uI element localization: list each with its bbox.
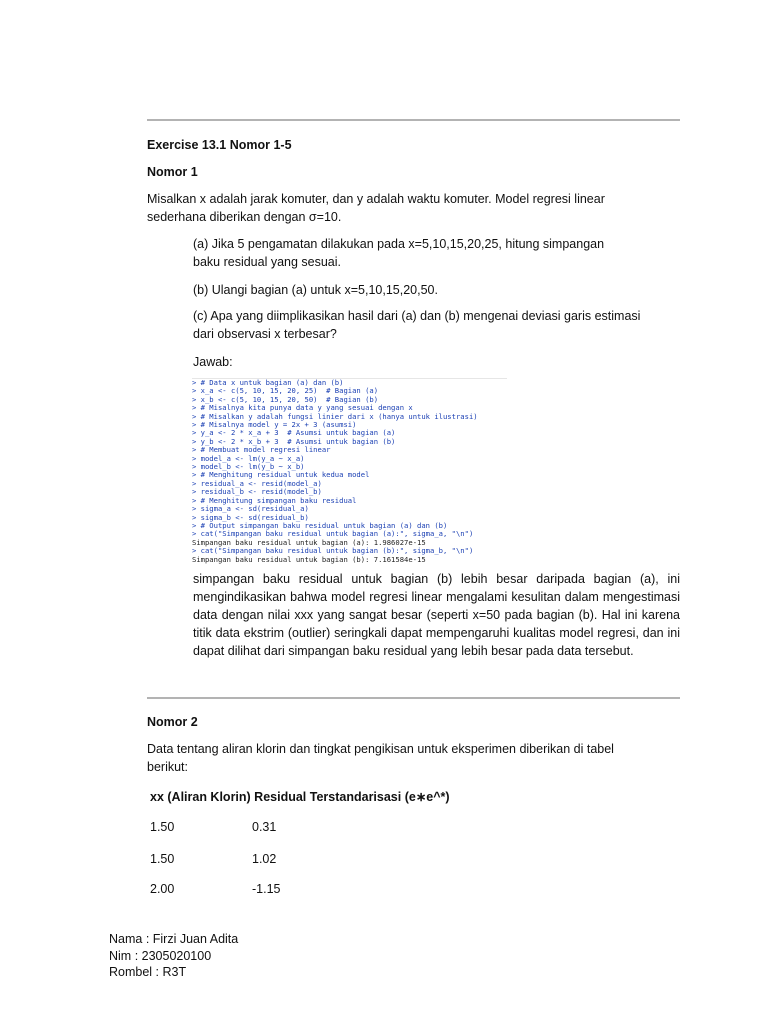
- code-command-line: > y_a <- 2 * x_a + 3 # Asumsi untuk bagian (a): [192, 428, 396, 438]
- nomor1-intro: Misalkan x adalah jarak komuter, dan y adalah waktu komuter. Model regresi linear sederhana diberikan dengan σ=10.: [147, 192, 605, 224]
- code-command-line: > # Menghitung residual untuk kedua model: [192, 470, 370, 480]
- nomor2-heading: Nomor 2: [147, 715, 198, 729]
- code-command-line: > model_b <- lm(y_b ~ x_b): [192, 462, 305, 472]
- table-cell-x: 1.50: [150, 852, 175, 866]
- code-command-line: > cat("Simpangan baku residual untuk bagian (a):", sigma_a, "\n"): [192, 529, 474, 539]
- top-divider: [147, 119, 680, 121]
- code-command-line: > # Output simpangan baku residual untuk bagian (a) dan (b): [192, 520, 448, 530]
- code-command-line: > x_b <- c(5, 10, 15, 20, 50) # Bagian (b): [192, 394, 379, 404]
- code-command-line: > # Misalnya model y = 2x + 3 (asumsi): [192, 420, 357, 430]
- r-code-screenshot: [192, 378, 507, 564]
- code-command-line: > model_a <- lm(y_a ~ x_a): [192, 453, 305, 463]
- code-command-line: > sigma_b <- sd(residual_b): [192, 512, 309, 522]
- jawab-label: Jawab:: [193, 355, 233, 369]
- code-output-line: Simpangan baku residual untuk bagian (b): 7.161584e-15: [192, 554, 426, 564]
- table-cell-x: 2.00: [150, 882, 175, 896]
- code-command-line: > # Data x untuk bagian (a) dan (b): [192, 378, 344, 387]
- table-cell-residual: -1.15: [252, 882, 281, 896]
- nomor1-heading: Nomor 1: [147, 165, 198, 179]
- author-footer: [109, 931, 238, 981]
- nomor1-part-b: (b) Ulangi bagian (a) untuk x=5,10,15,20,50.: [193, 283, 438, 297]
- nomor1-part-c: (c) Apa yang diimplikasikan hasil dari (a) dan (b) mengenai deviasi garis estimasi dari observasi x terbesar?: [193, 309, 641, 341]
- code-command-line: > # Misalkan y adalah fungsi linier dari x (hanya untuk ilustrasi): [192, 411, 478, 421]
- code-command-line: > x_a <- c(5, 10, 15, 20, 25) # Bagian (a): [192, 386, 379, 396]
- code-command-line: > residual_a <- resid(model_a): [192, 478, 322, 488]
- table-header: xx (Aliran Klorin) Residual Terstandarisasi (e∗e^*): [150, 790, 450, 804]
- footer-nim: Nim : 2305020100: [109, 948, 212, 963]
- table-cell-residual: 0.31: [252, 820, 277, 834]
- footer-nama: Nama : Firzi Juan Adita: [109, 932, 239, 946]
- exercise-title: Exercise 13.1 Nomor 1-5: [147, 138, 292, 152]
- code-command-line: > cat("Simpangan baku residual untuk bagian (b):", sigma_b, "\n"): [192, 546, 474, 556]
- table-cell-x: 1.50: [150, 820, 175, 834]
- nomor2-intro: Data tentang aliran klorin dan tingkat pengikisan untuk eksperimen diberikan di tabel berikut:: [147, 742, 614, 774]
- nomor1-part-a: (a) Jika 5 pengamatan dilakukan pada x=5,10,15,20,25, hitung simpangan baku residual yang sesuai.: [193, 237, 605, 269]
- code-output-line: Simpangan baku residual untuk bagian (a): 1.986027e-15: [192, 537, 426, 547]
- code-command-line: > residual_b <- resid(model_b): [192, 487, 322, 497]
- footer-rombel: Rombel : R3T: [109, 965, 187, 979]
- code-command-line: > # Misalnya kita punya data y yang sesuai dengan x: [192, 403, 413, 413]
- nomor1-answer: simpangan baku residual untuk bagian (b) lebih besar daripada bagian (a), ini mengindikasikan bahwa model regresi linear mengalami kesulitan dalam mengestimasi data dengan nilai xxx yang sangat besar (seperti x=50 pada bagian (b). Hal ini karena titik data ekstrim (outlier) seringkali dapat mempengaruhi kualitas model regresi, dan ini dapat dilihat dari simpangan baku residual yang lebih besar pada data tersebut.: [193, 572, 680, 658]
- code-command-line: > # Menghitung simpangan baku residual: [192, 495, 357, 505]
- code-command-line: > # Membuat model regresi linear: [192, 445, 331, 455]
- table-cell-residual: 1.02: [252, 852, 277, 866]
- code-command-line: > y_b <- 2 * x_b + 3 # Asumsi untuk bagian (b): [192, 436, 396, 446]
- section-divider: [147, 697, 680, 699]
- code-command-line: > sigma_a <- sd(residual_a): [192, 504, 309, 514]
